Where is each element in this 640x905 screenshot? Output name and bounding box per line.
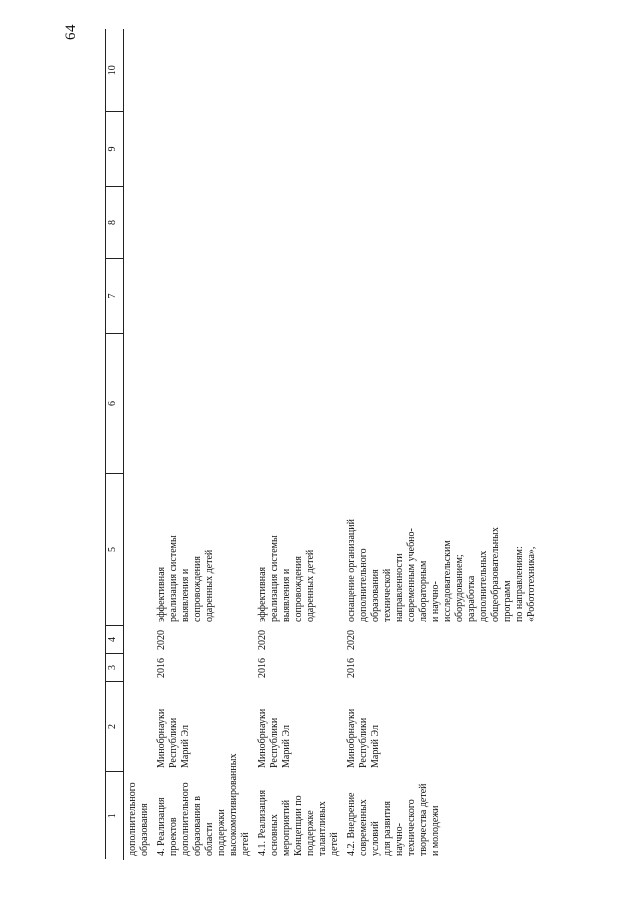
empty-cell [345,187,542,259]
table-header [106,30,124,860]
result-cell: эффективная реализация системы выявления и сопровождения одаренных детей [257,535,316,622]
executor-cell: Минобрнауки Республики Марий Эл [257,708,292,768]
header-row [106,30,124,860]
end-year-cell: 2020 [346,630,357,650]
column-header-9: 9 [106,112,124,187]
empty-cell [345,112,542,187]
end-year-cell: 2020 [257,630,268,650]
measure-cell: 4. Реализация проектов дополнительного образования в области поддержки высокомотивированных детей [156,753,251,856]
empty-cell [155,334,256,474]
table-body [124,30,543,860]
empty-cell [345,334,542,474]
executor-cell: Минобрнауки Республики Марий Эл [156,708,191,768]
column-header-3: 3 [106,654,124,682]
empty-cell [345,259,542,334]
empty-cell [256,334,345,474]
empty-cell [155,187,256,259]
page-number: 64 [63,24,79,40]
start-year-cell: 2016 [257,658,268,678]
result-cell [124,474,156,626]
column-header-8: 8 [106,187,124,259]
empty-cell [155,112,256,187]
result-cell: оснащение организаций дополнительного образования технической направленности современным учебно- лабораторным и научно- исследовательским оборудованием; разработка дополнительных общеобразовательных программ по направлениям: «Робототехника», [346,519,537,622]
empty-cell [256,30,345,112]
empty-cell [124,187,156,259]
column-header-6: 6 [106,334,124,474]
column-header-1: 1 [106,772,124,860]
start-year-cell: 2016 [346,658,357,678]
start-year-cell: 2016 [156,658,167,678]
rotated-table-sheet [63,24,545,860]
empty-cell [256,112,345,187]
result-cell: эффективная реализация системы выявления и сопровождения одаренных детей [156,535,215,622]
plan-table [105,30,542,861]
table-row [345,30,542,860]
column-header-4: 4 [106,626,124,654]
table-row [256,30,345,860]
column-header-7: 7 [106,259,124,334]
empty-cell [155,259,256,334]
measure-cell: дополнительного образования [127,782,150,856]
table-row [124,30,156,860]
empty-cell [256,259,345,334]
column-header-5: 5 [106,474,124,626]
measure-cell: 4.1. Реализация основных мероприятий Концепции по поддержке талантливых детей [257,789,340,856]
measure-cell: 4.2. Внедрение современных условий для развития научно- технического творчества детей и молодежи [346,783,441,856]
executor-cell [124,682,156,772]
executor-cell: Минобрнауки Республики Марий Эл [346,708,381,768]
end-year-cell [124,626,156,654]
empty-cell [155,30,256,112]
empty-cell [345,30,542,112]
empty-cell [124,112,156,187]
empty-cell [256,187,345,259]
start-year-cell [124,654,156,682]
column-header-10: 10 [106,30,124,112]
end-year-cell: 2020 [156,630,167,650]
table-row [155,30,256,860]
column-header-2: 2 [106,682,124,772]
empty-cell [124,30,156,112]
empty-cell [124,334,156,474]
empty-cell [124,259,156,334]
